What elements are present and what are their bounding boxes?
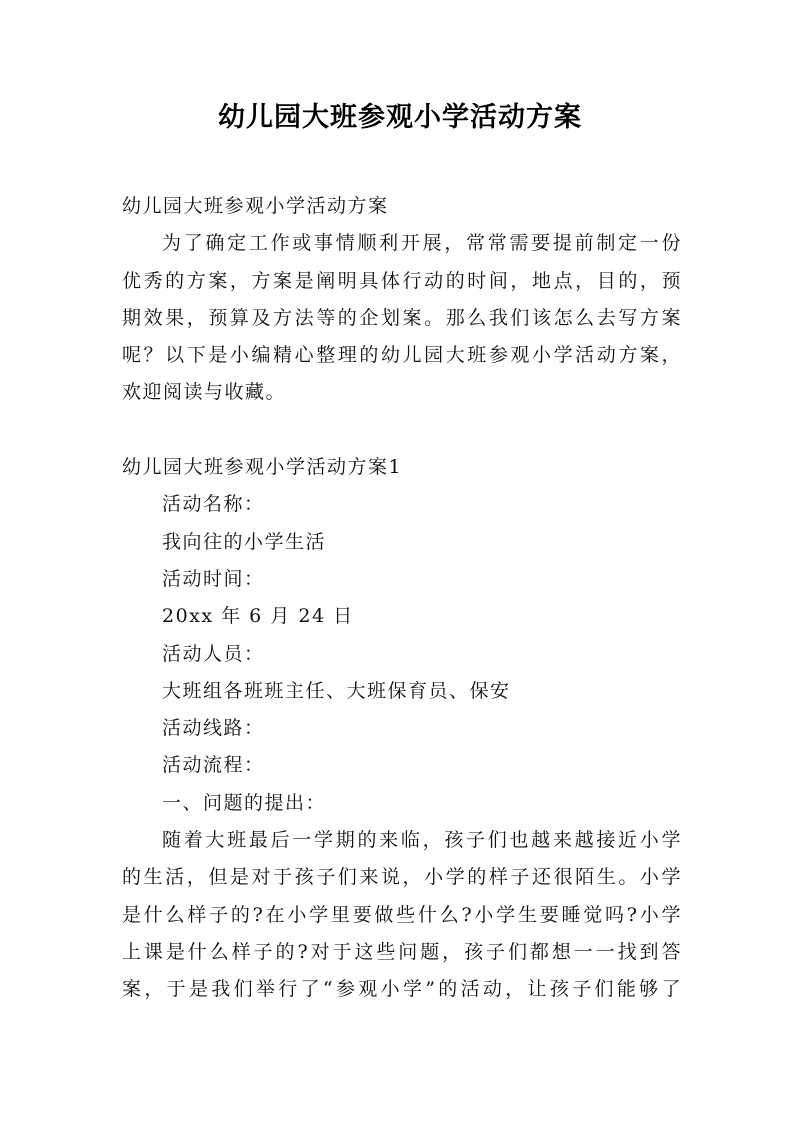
activity-staff-value: 大班组各班班主任、大班保育员、保安 (162, 679, 511, 702)
activity-route-label: 活动线路： (162, 717, 265, 740)
problem-heading: 一、问题的提出： (162, 791, 327, 814)
intro-line: 期效果，预算及方法等的企划案。那么我们该怎么去写方案 (122, 306, 682, 329)
activity-staff-label: 活动人员： (162, 642, 265, 665)
activity-name-label: 活动名称： (162, 493, 265, 516)
paragraph-line: 随着大班最后一学期的来临，孩子们也越来越接近小学 (162, 829, 682, 852)
intro-line: 欢迎阅读与收藏。 (122, 381, 287, 404)
paragraph-line: 案，于是我们举行了“参观小学”的活动，让孩子们能够了 (122, 978, 682, 1001)
section-heading: 幼儿园大班参观小学活动方案1 (122, 456, 403, 479)
paragraph-line: 是什么样子的?在小学里要做些什么?小学生要睡觉吗?小学 (122, 903, 682, 926)
intro-line: 优秀的方案，方案是阐明具体行动的时间，地点，目的，预 (122, 269, 682, 292)
activity-process-label: 活动流程： (162, 754, 265, 777)
document-body (122, 188, 682, 1009)
intro-line: 呢？以下是小编精心整理的幼儿园大班参观小学活动方案， (122, 344, 682, 367)
paragraph-line: 上课是什么样子的?对于这些问题，孩子们都想一一找到答 (122, 940, 682, 963)
intro-line: 为了确定工作或事情顺利开展，常常需要提前制定一份 (162, 232, 682, 255)
activity-name-value: 我向往的小学生活 (162, 530, 327, 553)
document-title: 幼儿园大班参观小学活动方案 (218, 102, 582, 133)
activity-time-label: 活动时间： (162, 567, 265, 590)
activity-time-value: 20xx 年 6 月 24 日 (162, 605, 354, 628)
paragraph-spacer (122, 412, 682, 449)
paragraph-line: 的生活，但是对于孩子们来说，小学的样子还很陌生。小学 (122, 866, 682, 889)
document-subtitle: 幼儿园大班参观小学活动方案 (122, 195, 389, 217)
